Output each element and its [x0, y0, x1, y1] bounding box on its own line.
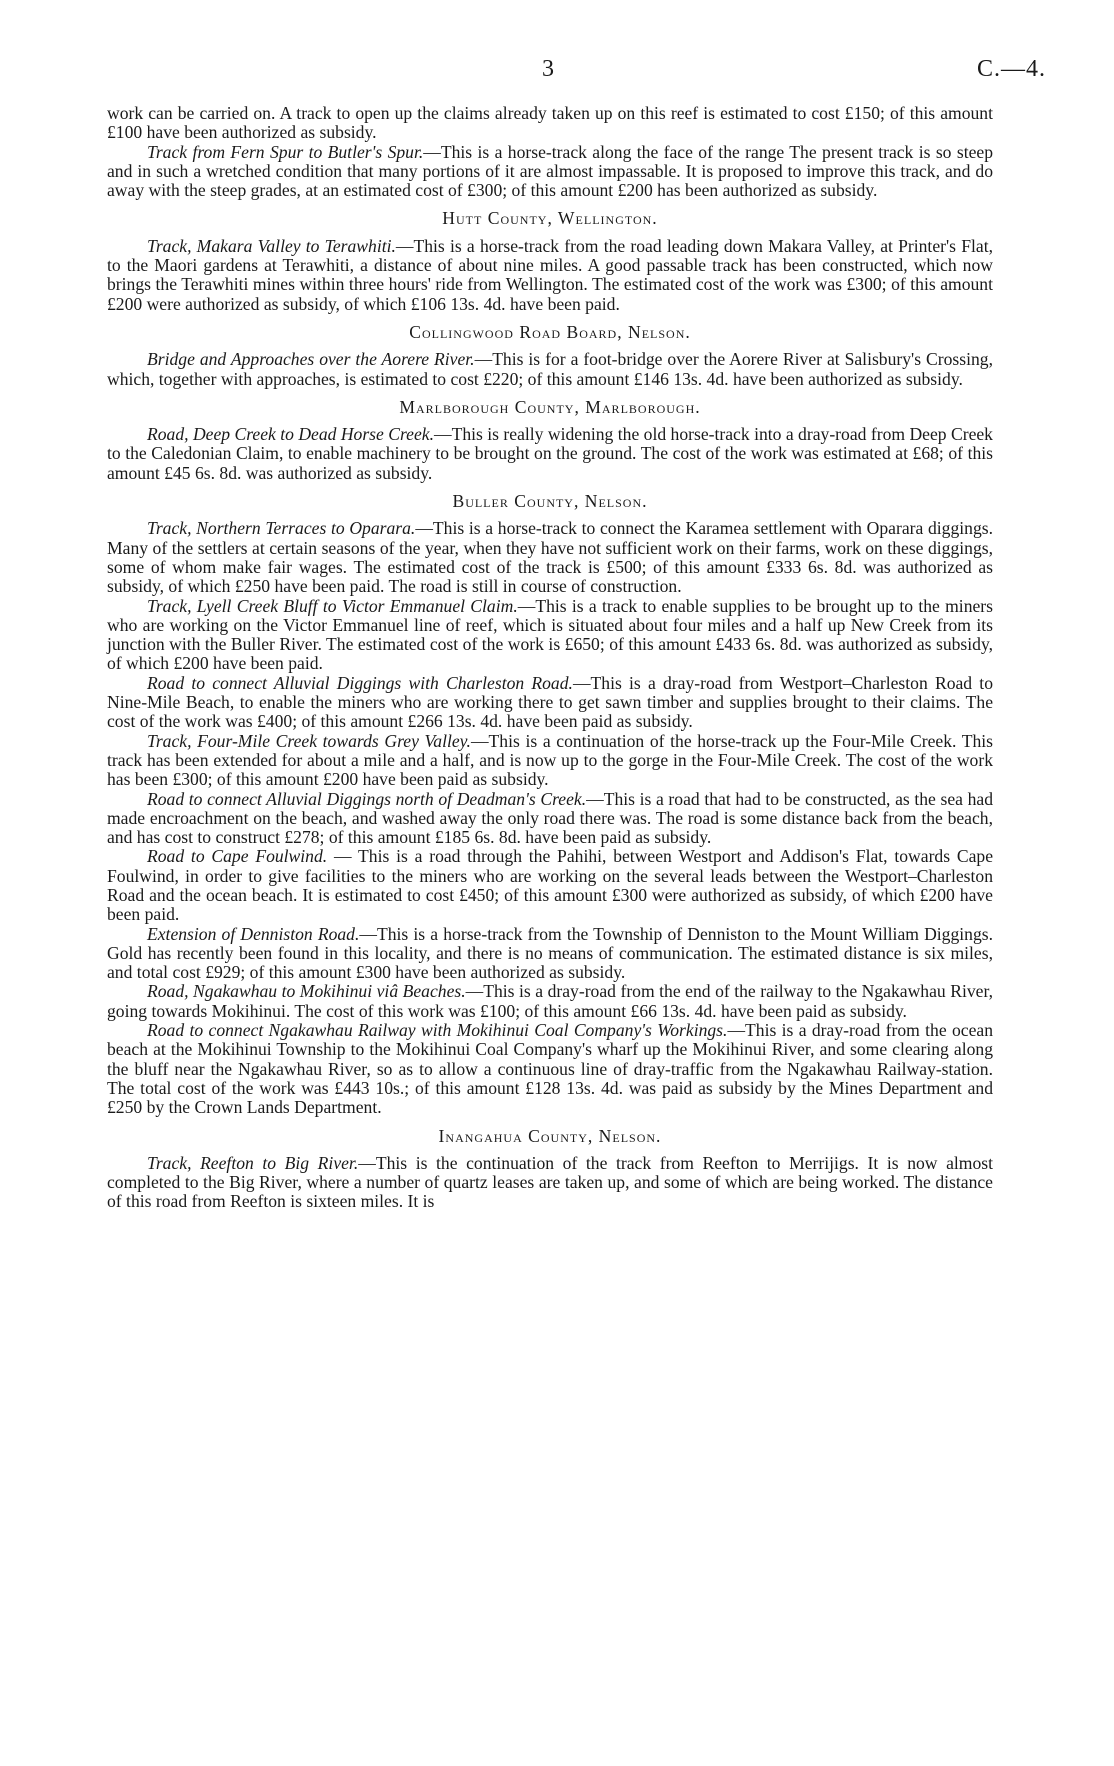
paragraph	[107, 674, 993, 732]
paragraph	[107, 1154, 993, 1212]
paragraph	[107, 143, 993, 201]
page-number: 3	[542, 56, 554, 82]
document-body	[107, 104, 993, 1212]
paragraph	[107, 425, 993, 483]
paragraph-text: —This is for a foot-bridge over the Aorere River at Salisbury's Crossing, which, together with approaches, is estimated to cost £220; of this amount £146 13s. 4d. have been authorized as subsidy.	[107, 349, 993, 389]
section-heading: Inangahua County, Nelson.	[438, 1125, 662, 1146]
paragraph-text: —This is a road that had to be constructed, as the sea had made encroachment on the beach, and washed away the only road there was. The road is some distance back from the beach, and has cost to construct £278; of this amount £185 6s. 8d. have been paid as subsidy.	[107, 788, 994, 848]
paragraph-title: Road to Cape Foulwind.	[147, 846, 328, 867]
paragraph-title: Track, Reefton to Big River.	[147, 1152, 359, 1173]
paragraph	[107, 597, 993, 674]
paragraph	[107, 350, 993, 389]
section-heading: Buller County, Nelson.	[452, 491, 648, 512]
paragraph-title: Track, Northern Terraces to Oparara.	[147, 518, 416, 539]
paragraph-title: Road to connect Alluvial Diggings with Charleston Road.	[147, 672, 573, 693]
paragraph-text: —This is a horse-track along the face of the range The present track is so steep and in such a wretched condition that many portions of it are almost impassable. It is proposed to improve this track, and do away with the steep grades, at an estimated cost of £300; of this amount £200 has been authorized as subsidy.	[107, 141, 993, 201]
paragraph-title: Road, Deep Creek to Dead Horse Creek.	[147, 424, 434, 445]
paragraph-title: Extension of Denniston Road.	[147, 923, 360, 944]
paragraph-title: Road to connect Ngakawhau Railway with Mokihinui Coal Company's Workings.	[147, 1020, 728, 1041]
paragraph-title: Track, Makara Valley to Terawhiti.	[147, 235, 396, 256]
paragraph-text: —This is a track to enable supplies to be brought up to the miners who are working on the Victor Emmanuel line of reef, which is situated about four miles and a half up New Creek from its junction with the Buller River. The estimated cost of the work is £650; of this amount £433 6s. 8d. was authorized as subsidy, of which £200 have been paid.	[107, 595, 994, 674]
paragraph-text: —This is the continuation of the track from Reefton to Merrijigs. It is now almost completed to the Big River, where a number of quartz leases are taken up, and some of which are being worked. The distance of this road from Reefton is sixteen miles. It is	[107, 1152, 994, 1212]
paragraph	[107, 732, 993, 790]
paragraph	[107, 982, 993, 1021]
paragraph-text: —This is really widening the old horse-track into a dray-road from Deep Creek to the Caledonian Claim, to enable machinery to be brought on the ground. The cost of the work was estimated at £68; of this amount £45 6s. 8d. was authorized as subsidy.	[107, 424, 993, 483]
paragraph-text: —This is a horse-track from the road leading down Makara Valley, at Printer's Flat, to the Maori gardens at Terawhiti, a distance of about nine miles. A good passable track has been constructed, which now brings the Terawhiti mines within three hours' ride from Wellington. The estimated cost of the work was £300; of this amount £200 were authorized as subsidy, of which £106 13s. 4d. have been paid.	[107, 235, 993, 314]
paragraph	[107, 925, 993, 983]
section-heading: Marlborough County, Marlborough.	[399, 396, 701, 417]
paragraph-text: —This is a dray-road from Westport–Charleston Road to Nine-Mile Beach, to enable the miners who are working there to get sawn timber and supplies brought to their claims. The cost of the work was £400; of this amount £266 13s. 4d. have been paid as subsidy.	[107, 672, 993, 732]
paragraph	[107, 519, 993, 596]
section-heading: Hutt County, Wellington.	[442, 208, 658, 229]
paragraph-title: Track from Fern Spur to Butler's Spur.	[147, 141, 424, 162]
paragraph-title: Bridge and Approaches over the Aorere River.	[147, 349, 475, 370]
paragraph-text: — This is a road through the Pahihi, between Westport and Addison's Flat, towards Cape Foulwind, in order to give facilities to the miners who are working on the several leads between the Westport–Charleston Road and the ocean beach. It is estimated to cost £450; of this amount £300 were authorized as subsidy, of which £200 have been paid.	[107, 846, 994, 925]
paragraph	[107, 237, 993, 314]
paragraph	[107, 847, 993, 924]
paragraph-text: work can be carried on. A track to open up the claims already taken up on this reef is estimated to cost £150; of this amount £100 have been authorized as subsidy.	[107, 103, 993, 143]
paragraph-title: Road to connect Alluvial Diggings north of Deadman's Creek.	[147, 788, 587, 809]
section-heading: Collingwood Road Board, Nelson.	[409, 321, 691, 342]
paragraph-text: —This is a dray-road from the ocean beach at the Mokihinui Township to the Mokihinui Coal Company's wharf up the Mokihinui River, and some clearing along the bluff near the Ngakawhau River, so as to allow a continuous line of dray-traffic from the Ngakawhau Railway-station. The total cost of the work was £443 10s.; of this amount £128 13s. 4d. was paid as subsidy by the Mines Department and £250 by the Crown Lands Department.	[107, 1020, 993, 1118]
paragraph-title: Track, Lyell Creek Bluff to Victor Emmanuel Claim.	[147, 595, 518, 616]
paragraph	[107, 790, 993, 848]
paragraph-text: —This is a continuation of the horse-track up the Four-Mile Creek. This track has been extended for about a mile and a half, and is now up to the gorge in the Four-Mile Creek. The cost of the work has been £300; of this amount £200 have been paid as subsidy.	[107, 730, 993, 790]
paragraph-title: Track, Four-Mile Creek towards Grey Valley.	[147, 730, 471, 751]
paragraph-text: —This is a horse-track to connect the Karamea settlement with Oparara diggings. Many of the settlers at certain seasons of the year, when they have not sufficient work on their farms, work on these diggings, some of whom make fair wages. The estimated cost of the track is £500; of this amount £333 6s. 8d. was authorized as subsidy, of which £250 have been paid. The road is still in course of construction.	[107, 518, 993, 597]
paragraph-title: Road, Ngakawhau to Mokihinui viâ Beaches.	[147, 981, 466, 1002]
paragraph-text: —This is a horse-track from the Township of Denniston to the Mount William Diggings. Gold has recently been found in this locality, and there is no means of communication. The estimated distance is six miles, and total cost £929; of this amount £300 have been authorized as subsidy.	[107, 923, 993, 983]
paragraph	[107, 1021, 993, 1117]
paragraph-text: —This is a dray-road from the end of the railway to the Ngakawhau River, going towards Mokihinui. The cost of this work was £100; of this amount £66 13s. 4d. have been paid as subsidy.	[107, 981, 993, 1021]
paragraph	[107, 104, 993, 143]
page-reference: C.—4.	[976, 56, 1046, 82]
